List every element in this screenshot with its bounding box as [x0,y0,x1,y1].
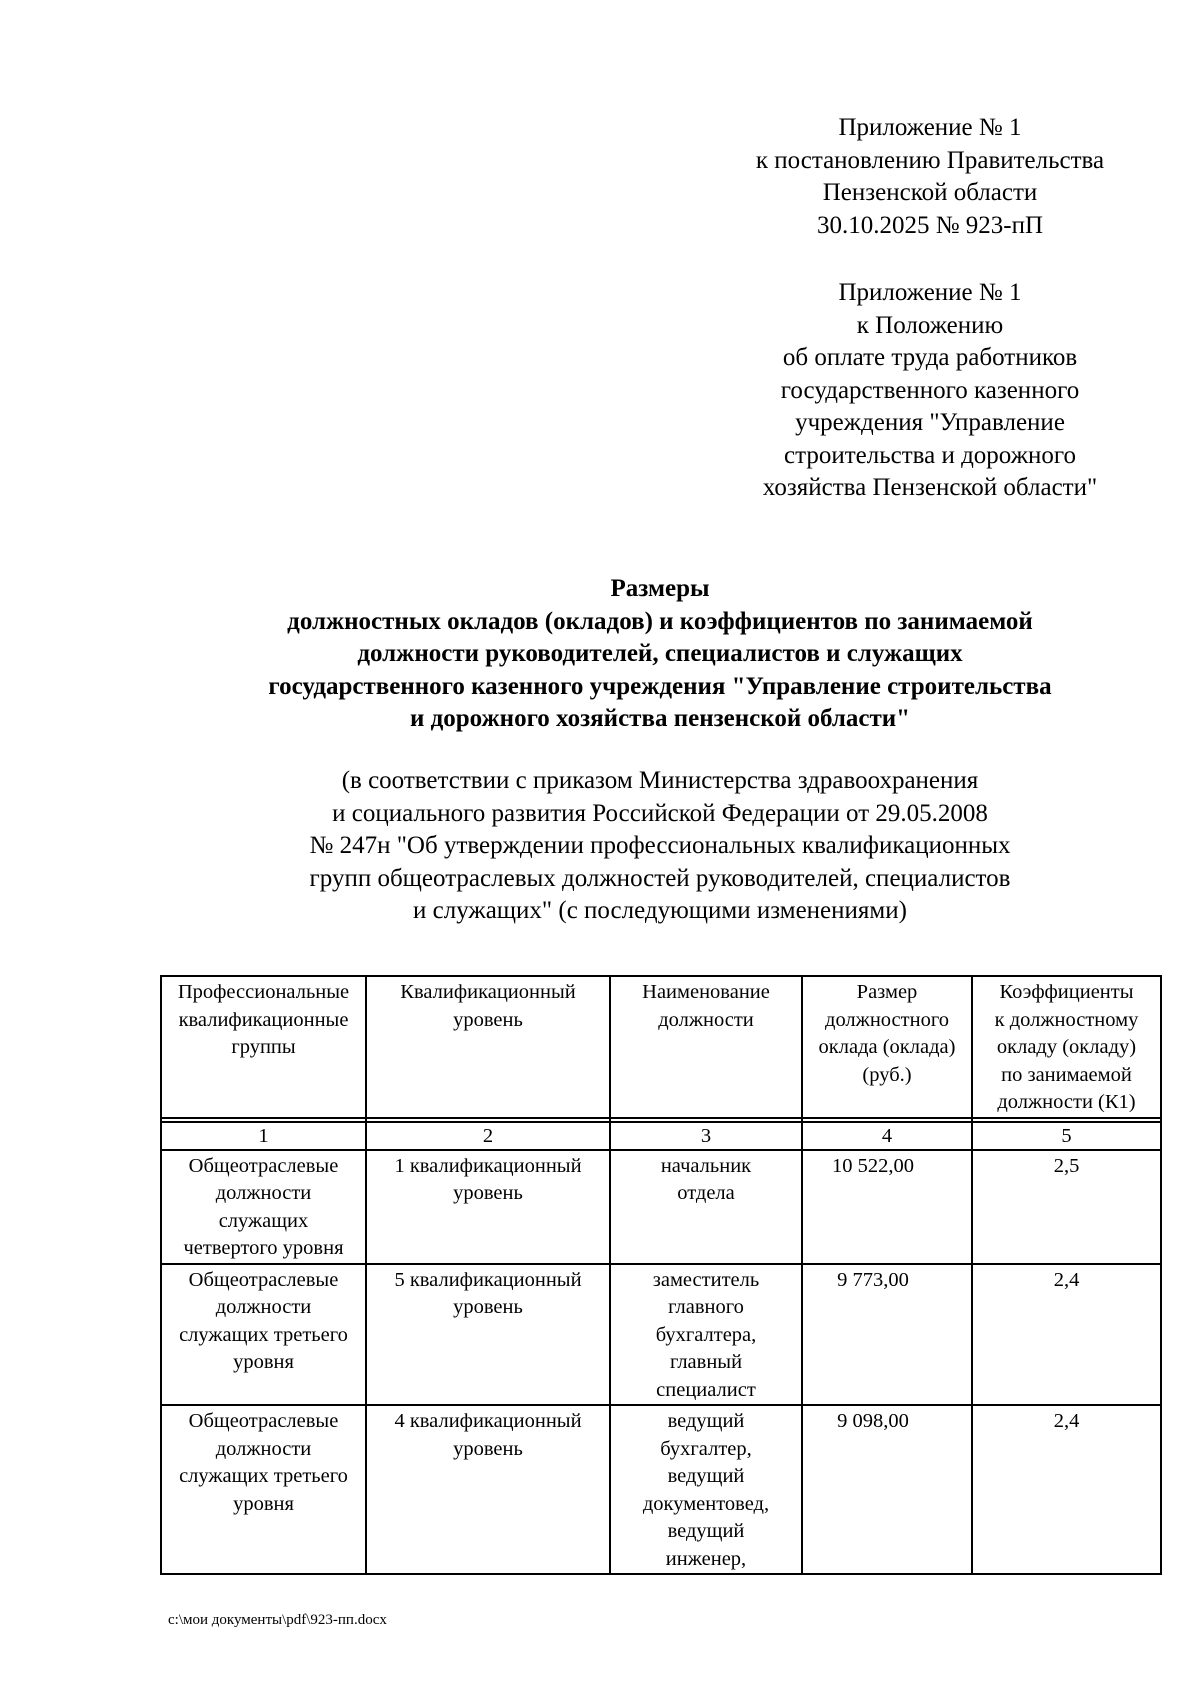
cell-position: ведущий бухгалтер, ведущий документовед, ведущий инженер, [610,1405,802,1574]
column-number: 1 [161,1122,366,1150]
title-line: должностных окладов (окладов) и коэффициентов по занимаемой [287,607,1033,635]
cell-coefficient: 2,5 [972,1150,1161,1264]
table-row [161,1264,1161,1406]
table-row [161,1405,1161,1574]
appendix-header-2 [690,277,1170,505]
appendix-line: 30.10.2025 № 923-пП [816,211,1044,239]
cell-salary: 10 522,00 [802,1150,972,1264]
appendix-line: об оплате труда работников [782,344,1078,371]
header-cell-groups: Профессиональные квалификационные группы [161,976,366,1118]
column-number: 5 [972,1122,1161,1150]
appendix-line: строительства и дорожного [784,441,1076,469]
column-number: 2 [366,1122,610,1150]
appendix-line: хозяйства Пензенской области" [762,474,1098,501]
cell-group: Общеотраслевые должности служащих третьего уровня [161,1264,366,1406]
title-line: должности руководителей, специалистов и служащих [357,640,963,667]
column-number: 4 [802,1122,972,1150]
cell-salary: 9 098,00 [802,1405,972,1574]
cell-coefficient: 2,4 [972,1264,1161,1406]
basis-line: групп общеотраслевых должностей руководителей, специалистов [309,864,1011,892]
header-cell-salary: Размер должностного оклада (оклада) (руб.) [802,976,972,1118]
appendix-line: Приложение № 1 [838,114,1022,141]
document-title [160,573,1160,736]
cell-group: Общеотраслевые должности служащих четвертого уровня [161,1150,366,1264]
basis-line: (в соответствии с приказом Министерства здравоохранения [341,767,979,794]
appendix-line: государственного казенного [780,376,1080,404]
appendix-header-1 [690,112,1170,242]
header-cell-level: Квалификационный уровень [366,976,610,1118]
cell-position: заместитель главного бухгалтера, главный специалист [610,1264,802,1406]
title-line: Размеры [610,575,710,602]
legal-basis [160,765,1160,928]
cell-level: 1 квалификационный уровень [366,1150,610,1264]
salary-table [160,975,1162,1575]
basis-line: и социального развития Российской Федерации от 29.05.2008 [332,799,988,827]
title-line: и дорожного хозяйства пензенской области" [409,705,911,732]
header-cell-position: Наименование должности [610,976,802,1118]
appendix-line: учреждения "Управление [795,409,1065,436]
cell-coefficient: 2,4 [972,1405,1161,1574]
header-cell-coefficient: Коэффициенты к должностному окладу (окладу) по занимаемой должности (К1) [972,976,1161,1118]
basis-line: № 247н "Об утверждении профессиональных квалификационных [309,832,1011,859]
title-line: государственного казенного учреждения "Управление строительства [268,672,1052,700]
file-path-footer: c:\мои документы\pdf\923-пп.docx [168,1612,387,1628]
table-row [161,1150,1161,1264]
cell-level: 4 квалификационный уровень [366,1405,610,1574]
cell-position: начальник отдела [610,1150,802,1264]
cell-level: 5 квалификационный уровень [366,1264,610,1406]
table-header-row [161,976,1161,1118]
table-number-row [161,1122,1161,1150]
basis-line: и служащих" (с последующими изменениями) [413,897,907,924]
appendix-line: Пензенской области [822,179,1038,206]
appendix-line: Приложение № 1 [838,279,1022,306]
appendix-line: к постановлению Правительства [755,146,1105,174]
cell-group: Общеотраслевые должности служащих третьего уровня [161,1405,366,1574]
appendix-line: к Положению [856,311,1004,339]
column-number: 3 [610,1122,802,1150]
cell-salary: 9 773,00 [802,1264,972,1406]
